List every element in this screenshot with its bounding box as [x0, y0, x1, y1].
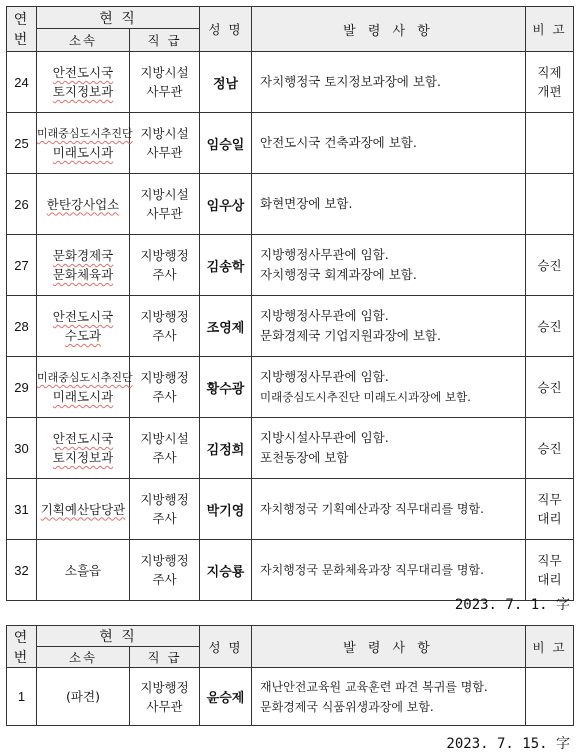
row-note	[526, 113, 574, 174]
row-rank: 지방행정 사무관	[130, 668, 200, 726]
row-note: 승진	[526, 296, 574, 357]
header-order: 발 령 사 항	[252, 626, 526, 668]
header-note: 비 고	[526, 7, 574, 52]
row-dept: 기획예산담당관	[37, 479, 130, 540]
row-no: 24	[7, 52, 37, 113]
header-no: 연 번	[7, 626, 37, 668]
row-dept: 미래중심도시추진단 미래도시과	[37, 113, 130, 174]
header-affiliation: 소속	[37, 29, 130, 52]
row-rank: 지방행정 주사	[130, 296, 200, 357]
table-row	[7, 174, 574, 235]
row-note: 직제 개편	[526, 52, 574, 113]
row-rank: 지방시설 사무관	[130, 113, 200, 174]
header-note: 비 고	[526, 626, 574, 668]
table-row	[7, 52, 574, 113]
row-note: 승진	[526, 357, 574, 418]
row-name: 김정희	[200, 418, 252, 479]
row-no: 1	[7, 668, 37, 726]
row-order: 지방행정사무관에 임함. 미래중심도시추진단 미래도시과장에 보함.	[252, 357, 526, 418]
row-no: 25	[7, 113, 37, 174]
table-row	[7, 668, 574, 726]
row-dept: 소흘읍	[37, 540, 130, 601]
header-order: 발 령 사 항	[252, 7, 526, 52]
table-row	[7, 418, 574, 479]
row-name: 황수광	[200, 357, 252, 418]
row-dept: 안전도시국 수도과	[37, 296, 130, 357]
header-name: 성 명	[200, 7, 252, 52]
row-note	[526, 668, 574, 726]
row-dept: 미래중심도시추진단 미래도시과	[37, 357, 130, 418]
row-name: 임승일	[200, 113, 252, 174]
row-no: 27	[7, 235, 37, 296]
table-row	[7, 296, 574, 357]
row-order: 지방시설사무관에 임함. 포천동장에 보함	[252, 418, 526, 479]
row-name: 박기영	[200, 479, 252, 540]
header-affiliation: 소속	[37, 647, 130, 668]
header-no: 연 번	[7, 7, 37, 52]
table-row	[7, 357, 574, 418]
header-rank: 직 급	[130, 29, 200, 52]
personnel-table-1	[6, 6, 574, 601]
row-name: 김송학	[200, 235, 252, 296]
header-name: 성 명	[200, 626, 252, 668]
row-rank: 지방시설 사무관	[130, 174, 200, 235]
row-no: 32	[7, 540, 37, 601]
row-order: 자치행정국 문화체육과장 직무대리를 명함.	[252, 540, 526, 601]
header-current: 현 직	[37, 7, 200, 29]
row-no: 28	[7, 296, 37, 357]
row-name: 지승룡	[200, 540, 252, 601]
row-no: 30	[7, 418, 37, 479]
table-row	[7, 113, 574, 174]
row-order: 지방행정사무관에 임함. 자치행정국 회계과장에 보함.	[252, 235, 526, 296]
row-order: 자치행정국 토지정보과장에 보함.	[252, 52, 526, 113]
row-rank: 지방행정 주사	[130, 357, 200, 418]
row-order: 안전도시국 건축과장에 보함.	[252, 113, 526, 174]
table-row	[7, 235, 574, 296]
row-dept: 문화경제국 문화체육과	[37, 235, 130, 296]
row-note	[526, 174, 574, 235]
row-dept: 안전도시국 토지정보과	[37, 418, 130, 479]
row-no: 26	[7, 174, 37, 235]
row-dept: (파견)	[37, 668, 130, 726]
row-rank: 지방시설 사무관	[130, 52, 200, 113]
issue-date-2: 2023. 7. 15. 字	[446, 736, 570, 752]
row-name: 정남	[200, 52, 252, 113]
row-name: 윤승제	[200, 668, 252, 726]
personnel-table-2	[6, 625, 574, 726]
table-row	[7, 479, 574, 540]
row-dept: 안전도시국 토지정보과	[37, 52, 130, 113]
row-no: 31	[7, 479, 37, 540]
row-rank: 지방행정 주사	[130, 479, 200, 540]
row-note: 직무 대리	[526, 479, 574, 540]
row-rank: 지방시설 주사	[130, 418, 200, 479]
row-order: 재난안전교육원 교육훈련 파견 복귀를 명함. 문화경제국 식품위생과장에 보함.	[252, 668, 526, 726]
row-order: 화현면장에 보함.	[252, 174, 526, 235]
table-row	[7, 540, 574, 601]
header-current: 현 직	[37, 626, 200, 647]
row-order: 지방행정사무관에 임함. 문화경제국 기업지원과장에 보함.	[252, 296, 526, 357]
row-note: 승진	[526, 235, 574, 296]
header-rank: 직 급	[130, 647, 200, 668]
row-name: 조영제	[200, 296, 252, 357]
row-rank: 지방행정 주사	[130, 540, 200, 601]
row-dept: 한탄강사업소	[37, 174, 130, 235]
row-name: 임우상	[200, 174, 252, 235]
row-note: 직무 대리	[526, 540, 574, 601]
row-rank: 지방행정 주사	[130, 235, 200, 296]
row-order: 자치행정국 기획예산과장 직무대리를 명함.	[252, 479, 526, 540]
row-no: 29	[7, 357, 37, 418]
row-note: 승진	[526, 418, 574, 479]
issue-date-1: 2023. 7. 1. 字	[454, 597, 570, 613]
